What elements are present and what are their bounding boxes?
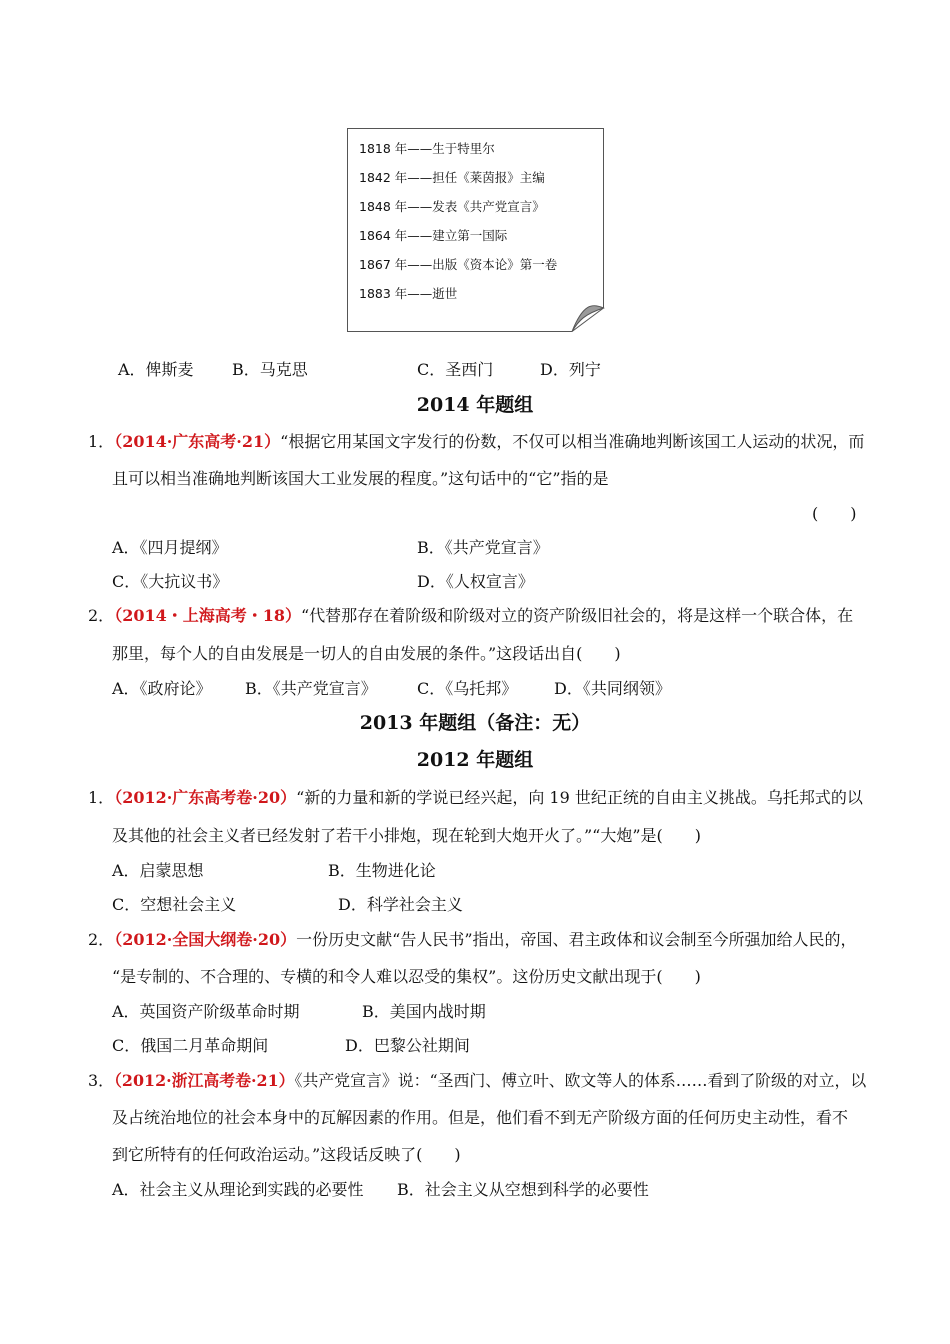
timeline-entry: 1864 年——建立第一国际 xyxy=(359,228,508,243)
option-a: A．俾斯麦 xyxy=(118,360,194,379)
option-d: D．《共同纲领》 xyxy=(554,679,671,698)
question-2012-2-line1 xyxy=(88,930,857,950)
question-2014-1-line2: 且可以相当准确地判断该国大工业发展的程度。”这句话中的“它”指的是 xyxy=(112,469,609,488)
section-heading-2013: 2013 年题组（备注：无） xyxy=(359,712,591,734)
option-b: B．美国内战时期 xyxy=(362,1002,486,1021)
question-2014-2-line2: 那里，每个人的自由发展是一切人的自由发展的条件。”这段话出自( ) xyxy=(112,644,621,663)
question-source: （2014·广东高考·21） xyxy=(114,432,281,451)
timeline-entry: 1867 年——出版《资本论》第一卷 xyxy=(359,257,558,272)
question-source: （2012·广东高考卷·20） xyxy=(114,788,297,807)
option-b: B．《共产党宣言》 xyxy=(245,679,377,698)
option-d: D．巴黎公社期间 xyxy=(345,1036,470,1055)
option-c: C．圣西门 xyxy=(417,360,494,379)
option-c: C．俄国二月革命期间 xyxy=(112,1036,269,1055)
question-2014-1-line1 xyxy=(88,432,864,452)
question-number: 2． xyxy=(88,606,115,625)
option-b: B．生物进化论 xyxy=(328,861,436,880)
option-c: C．《大抗议书》 xyxy=(112,572,229,591)
section-heading-2012: 2012 年题组 xyxy=(416,749,534,771)
timeline-entry: 1883 年——逝世 xyxy=(359,286,458,301)
option-a: A．英国资产阶级革命时期 xyxy=(112,1002,300,1021)
option-b: B．社会主义从空想到科学的必要性 xyxy=(397,1180,649,1199)
question-number: 1． xyxy=(88,788,115,807)
option-a: A．启蒙思想 xyxy=(112,861,204,880)
option-c: C．空想社会主义 xyxy=(112,895,237,914)
section-heading-2014: 2014 年题组 xyxy=(416,394,534,416)
question-text: 《共产党宣言》说：“圣西门、傅立叶、欧文等人的体系……看到了阶级的对立，以 xyxy=(294,1071,867,1090)
option-d: D．科学社会主义 xyxy=(338,895,463,914)
question-source: （2014・上海高考・18） xyxy=(114,606,301,625)
option-d: D．列宁 xyxy=(540,360,601,379)
option-b: B．《共产党宣言》 xyxy=(417,538,549,557)
question-source: （2012·全国大纲卷·20） xyxy=(114,930,297,949)
question-source: （2012·浙江高考卷·21） xyxy=(113,1071,295,1090)
question-2012-1-line1 xyxy=(88,788,863,808)
question-number: 1． xyxy=(88,432,115,451)
question-text: “根据它用某国文字发行的份数，不仅可以相当准确地判断该国工人运动的状况，而 xyxy=(280,432,865,451)
option-a: A．《政府论》 xyxy=(112,679,212,698)
question-text: “新的力量和新的学说已经兴起，向 19 世纪正统的自由主义挑战。乌托邦式的以 xyxy=(296,788,863,807)
option-b: B．马克思 xyxy=(232,360,308,379)
question-number: 3． xyxy=(88,1071,114,1090)
question-2012-3-line1 xyxy=(88,1071,866,1091)
question-number: 2． xyxy=(88,930,115,949)
question-2012-3-line3: 到它所特有的任何政治运动。”这段话反映了( ) xyxy=(112,1145,461,1164)
question-text: 一份历史文献“告人民书”指出，帝国、君主政体和议会制至今所强加给人民的， xyxy=(296,930,857,949)
timeline-entry: 1842 年——担任《莱茵报》主编 xyxy=(359,170,545,185)
timeline-entry: 1818 年——生于特里尔 xyxy=(359,141,495,156)
option-c: C．《乌托邦》 xyxy=(417,679,518,698)
question-2012-2-line2: “是专制的、不合理的、专横的和令人难以忍受的集权”。这份历史文献出现于( ) xyxy=(112,967,701,986)
option-d: D．《人权宣言》 xyxy=(417,572,534,591)
question-2012-3-line2: 及占统治地位的社会本身中的瓦解因素的作用。但是，他们看不到无产阶级方面的任何历史主动性，看不 xyxy=(112,1108,849,1127)
answer-paren: ( ) xyxy=(812,504,857,523)
question-2014-2-line1 xyxy=(88,606,853,626)
timeline-note-card xyxy=(347,128,604,331)
timeline-entry: 1848 年——发表《共产党宣言》 xyxy=(359,199,545,214)
question-text: “代替那存在着阶级和阶级对立的资产阶级旧社会的，将是这样一个联合体，在 xyxy=(301,606,854,625)
option-a: A．《四月提纲》 xyxy=(112,538,228,557)
question-2012-1-line2: 及其他的社会主义者已经发射了若干小排炮，现在轮到大炮开火了。”“大炮”是( ) xyxy=(112,826,702,845)
option-a: A．社会主义从理论到实践的必要性 xyxy=(112,1180,364,1199)
